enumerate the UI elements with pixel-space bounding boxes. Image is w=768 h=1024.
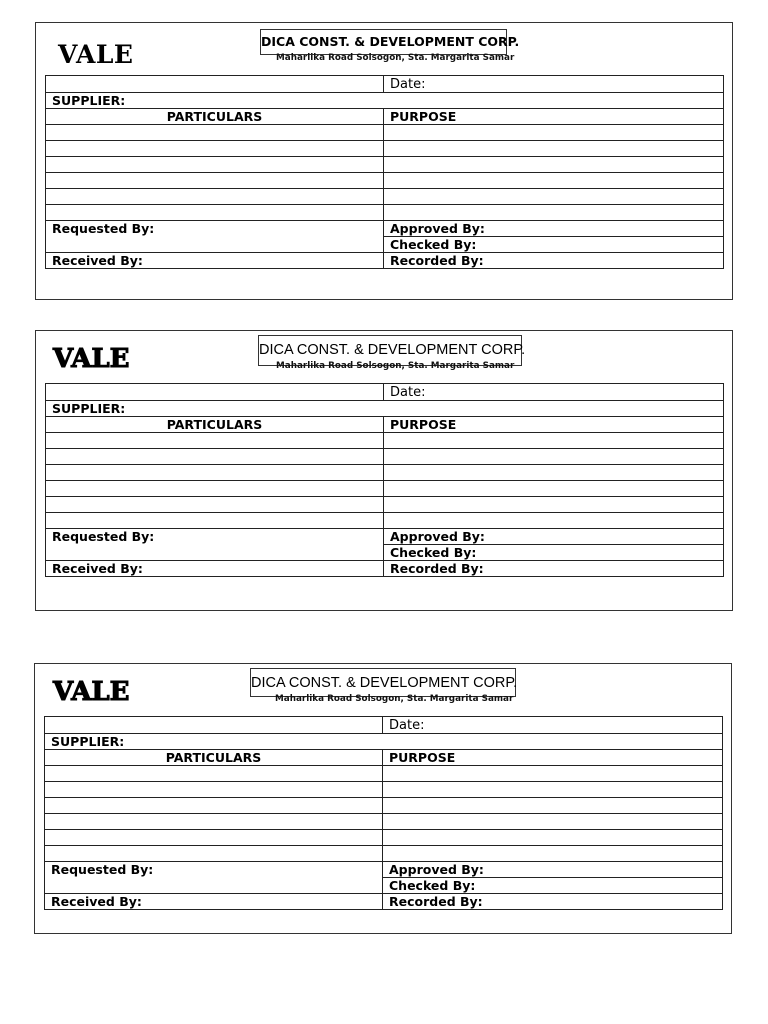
date-field[interactable] — [384, 384, 724, 401]
vale-title: VALE — [53, 344, 130, 374]
requested-by-field[interactable]: Requested By: — [46, 221, 384, 253]
purpose-cell[interactable] — [384, 189, 724, 205]
company-name-box: DICA CONST. & DEVELOPMENT CORP. — [258, 335, 522, 366]
particulars-header: PARTICULARS — [46, 109, 384, 125]
signature-row — [46, 561, 724, 577]
table-row — [46, 481, 724, 497]
date-row — [46, 76, 724, 93]
vale-form-table — [44, 716, 723, 910]
signature-row — [46, 221, 724, 237]
received-by-field[interactable]: Received By: — [46, 253, 384, 269]
purpose-header: PURPOSE — [384, 417, 724, 433]
particulars-header: PARTICULARS — [46, 417, 384, 433]
particulars-cell[interactable] — [45, 830, 383, 846]
supplier-field[interactable]: SUPPLIER: — [46, 401, 724, 417]
purpose-header: PURPOSE — [383, 750, 723, 766]
particulars-cell[interactable] — [46, 481, 384, 497]
table-row — [46, 173, 724, 189]
table-row — [46, 157, 724, 173]
company-name-box: DICA CONST. & DEVELOPMENT CORP. — [260, 29, 507, 55]
purpose-cell[interactable] — [384, 173, 724, 189]
date-label: Date: — [390, 385, 426, 400]
particulars-cell[interactable] — [46, 125, 384, 141]
table-row — [46, 497, 724, 513]
supplier-row — [46, 401, 724, 417]
purpose-cell[interactable] — [383, 782, 723, 798]
recorded-by-field[interactable]: Recorded By: — [383, 894, 723, 910]
header-row — [45, 750, 723, 766]
purpose-cell[interactable] — [384, 157, 724, 173]
company-name-box: DICA CONST. & DEVELOPMENT CORP. — [250, 668, 516, 697]
purpose-cell[interactable] — [384, 465, 724, 481]
table-row — [46, 433, 724, 449]
purpose-cell[interactable] — [384, 433, 724, 449]
date-field[interactable] — [383, 717, 723, 734]
vale-form-table — [45, 383, 724, 577]
purpose-cell[interactable] — [383, 814, 723, 830]
signature-row — [45, 862, 723, 878]
particulars-cell[interactable] — [45, 766, 383, 782]
table-row — [46, 189, 724, 205]
vale-title: VALE — [53, 677, 130, 707]
particulars-cell[interactable] — [46, 141, 384, 157]
purpose-cell[interactable] — [384, 481, 724, 497]
date-label: Date: — [389, 718, 425, 733]
approved-by-field[interactable]: Approved By: — [384, 221, 724, 237]
requested-by-field[interactable]: Requested By: — [45, 862, 383, 894]
date-label: Date: — [390, 77, 426, 92]
purpose-header: PURPOSE — [384, 109, 724, 125]
purpose-cell[interactable] — [384, 449, 724, 465]
blank-cell[interactable] — [45, 717, 383, 734]
company-address: Maharlika Road Solsogon, Sta. Margarita Samar — [276, 361, 515, 371]
checked-by-field[interactable]: Checked By: — [384, 237, 724, 253]
particulars-cell[interactable] — [46, 173, 384, 189]
table-row — [46, 513, 724, 529]
particulars-cell[interactable] — [46, 465, 384, 481]
table-row — [45, 766, 723, 782]
table-row — [45, 798, 723, 814]
signature-row — [46, 529, 724, 545]
particulars-cell[interactable] — [45, 798, 383, 814]
date-row — [46, 384, 724, 401]
requested-by-field[interactable]: Requested By: — [46, 529, 384, 561]
table-row — [45, 830, 723, 846]
particulars-cell[interactable] — [45, 782, 383, 798]
purpose-cell[interactable] — [384, 141, 724, 157]
particulars-cell[interactable] — [46, 433, 384, 449]
purpose-cell[interactable] — [384, 205, 724, 221]
recorded-by-field[interactable]: Recorded By: — [384, 253, 724, 269]
purpose-cell[interactable] — [384, 497, 724, 513]
date-row — [45, 717, 723, 734]
purpose-cell[interactable] — [383, 846, 723, 862]
particulars-cell[interactable] — [45, 846, 383, 862]
vale-title: VALE — [58, 40, 134, 69]
vale-form-table — [45, 75, 724, 269]
header-row — [46, 417, 724, 433]
table-row — [46, 205, 724, 221]
particulars-cell[interactable] — [46, 497, 384, 513]
checked-by-field[interactable]: Checked By: — [383, 878, 723, 894]
particulars-cell[interactable] — [45, 814, 383, 830]
received-by-field[interactable]: Received By: — [46, 561, 384, 577]
supplier-row — [45, 734, 723, 750]
particulars-cell[interactable] — [46, 189, 384, 205]
supplier-row — [46, 93, 724, 109]
approved-by-field[interactable]: Approved By: — [383, 862, 723, 878]
particulars-cell[interactable] — [46, 513, 384, 529]
particulars-cell[interactable] — [46, 157, 384, 173]
header-row — [46, 109, 724, 125]
table-row — [46, 141, 724, 157]
company-address: Maharlika Road Solsogon, Sta. Margarita Samar — [276, 53, 515, 63]
recorded-by-field[interactable]: Recorded By: — [384, 561, 724, 577]
signature-row — [45, 894, 723, 910]
table-row — [45, 814, 723, 830]
signature-row — [46, 253, 724, 269]
supplier-field[interactable]: SUPPLIER: — [46, 93, 724, 109]
table-row — [46, 465, 724, 481]
checked-by-field[interactable]: Checked By: — [384, 545, 724, 561]
table-row — [46, 449, 724, 465]
blank-cell[interactable] — [46, 384, 384, 401]
purpose-cell[interactable] — [383, 830, 723, 846]
table-row — [45, 782, 723, 798]
particulars-cell[interactable] — [46, 205, 384, 221]
purpose-cell[interactable] — [384, 513, 724, 529]
particulars-header: PARTICULARS — [45, 750, 383, 766]
table-row — [45, 846, 723, 862]
purpose-cell[interactable] — [384, 125, 724, 141]
approved-by-field[interactable]: Approved By: — [384, 529, 724, 545]
date-field[interactable] — [384, 76, 724, 93]
company-address: Maharlika Road Solsogon, Sta. Margarita Samar — [275, 694, 514, 704]
received-by-field[interactable]: Received By: — [45, 894, 383, 910]
supplier-field[interactable]: SUPPLIER: — [45, 734, 723, 750]
particulars-cell[interactable] — [46, 449, 384, 465]
purpose-cell[interactable] — [383, 798, 723, 814]
table-row — [46, 125, 724, 141]
purpose-cell[interactable] — [383, 766, 723, 782]
blank-cell[interactable] — [46, 76, 384, 93]
